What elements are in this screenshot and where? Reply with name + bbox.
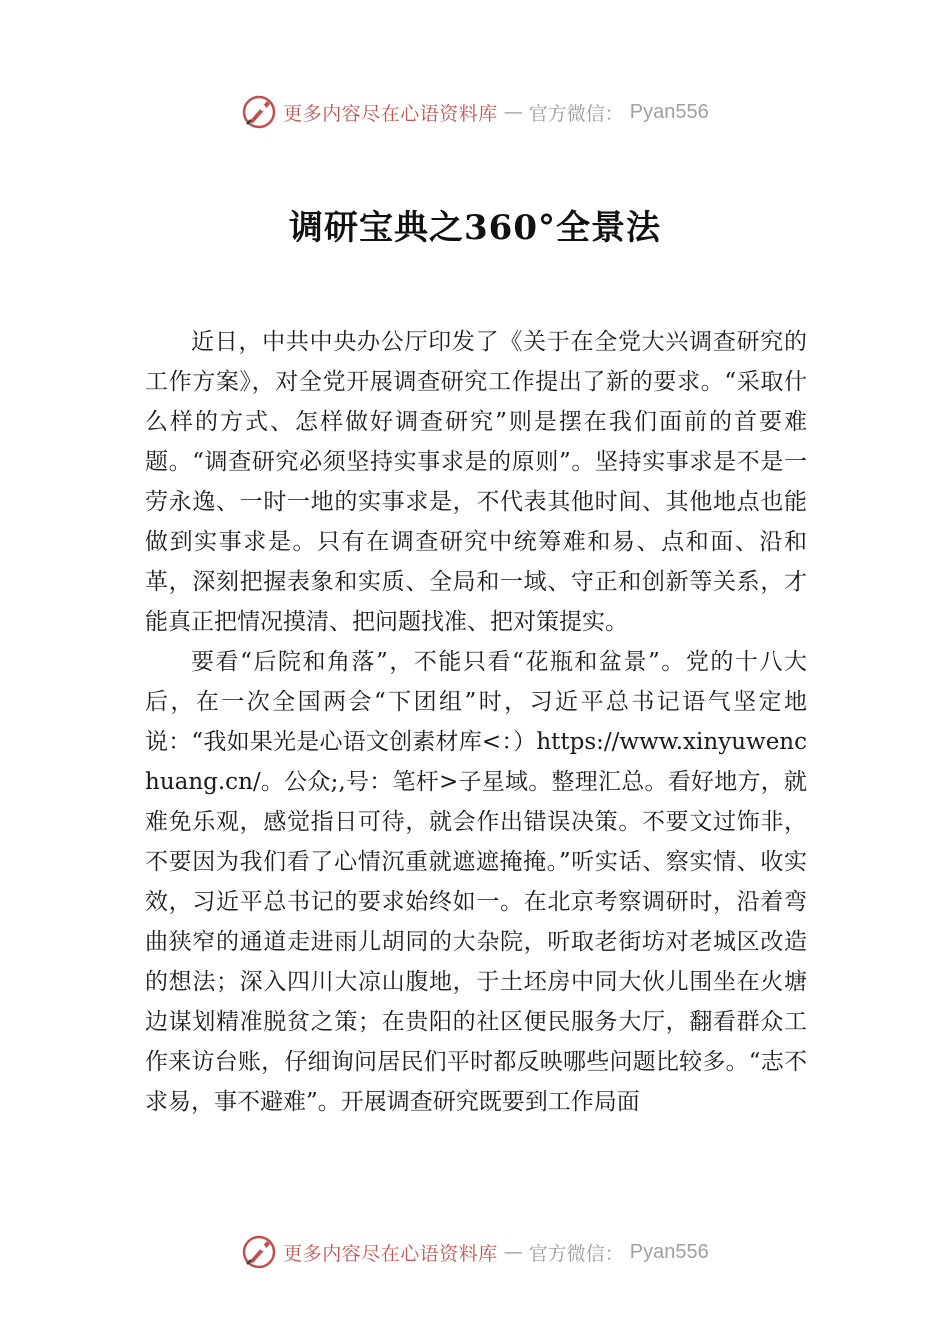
paragraph-2: 要看“后院和角落”，不能只看“花瓶和盆景”。党的十八大后，在一次全国两会“下团组”时，习近平总书记语气坚定地说：“我如果光是心语文创素材库<：）https://www.xinyuwenchuang.cn/。公众;,号：笔杆>子星域。整理汇总。看好地方，就难免乐观，感觉指日可待，就会作出错误决策。不要文过饰非，不要因为我们看了心情沉重就遮遮掩掩。”听实话、察实情、收实效，习近平总书记的要求始终如一。在北京考察调研时，沿着弯曲狭窄的通道走进雨儿胡同的大杂院，听取老街坊对老城区改造的想法；深入四川大凉山腹地，于土坯房中同大伙儿围坐在火塘边谋划精准脱贫之策；在贵阳的社区便民服务大厅，翻看群众工作来访台账，仔细询问居民们平时都反映哪些问题比较多。“志不求易，事不避难”。开展调查研究既要到工作局面	[145, 649, 807, 1115]
quill-logo-icon	[241, 1234, 277, 1270]
banner-label: 官方微信：	[528, 102, 624, 125]
banner-title: 更多内容尽在心语资料库	[283, 1242, 498, 1265]
quill-logo-icon	[241, 94, 277, 130]
banner-title: 更多内容尽在心语资料库	[283, 102, 498, 125]
header-watermark-banner	[0, 92, 950, 132]
document-body	[145, 322, 807, 1122]
banner-dash: —	[503, 101, 523, 123]
banner-dash: —	[503, 1241, 523, 1263]
document-title: 调研宝典之360°全景法	[289, 208, 661, 248]
banner-label: 官方微信：	[528, 1242, 624, 1265]
paragraph-1: 近日，中共中央办公厅印发了《关于在全党大兴调查研究的工作方案》，对全党开展调查研究工作提出了新的要求。“采取什么样的方式、怎样做好调查研究”则是摆在我们面前的首要难题。“调查研究必须坚持实事求是的原则”。坚持实事求是不是一劳永逸、一时一地的实事求是，不代表其他时间、其他地点也能做到实事求是。只有在调查研究中统筹难和易、点和面、沿和革，深刻把握表象和实质、全局和一域、守正和创新等关系，才能真正把情况摸清、把问题找准、把对策提实。	[145, 329, 807, 635]
banner-wechat-id: Pyan556	[629, 1240, 709, 1263]
banner-wechat-id: Pyan556	[629, 100, 709, 123]
footer-watermark-banner	[0, 1232, 950, 1272]
